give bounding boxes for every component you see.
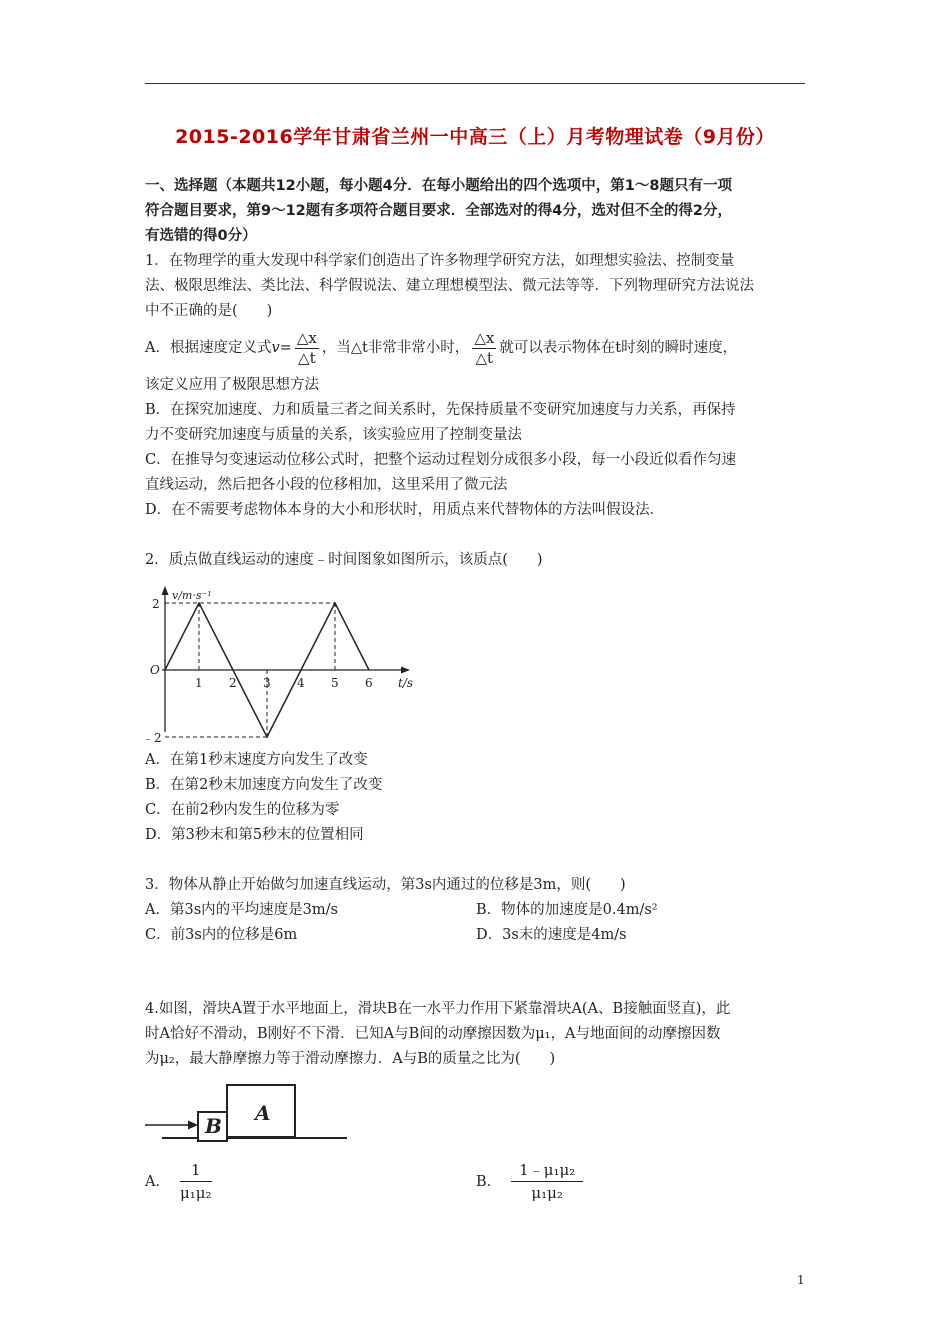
page-title: 2015-2016学年甘肃省兰州一中高三（上）月考物理试卷（9月份） [175, 126, 775, 148]
q4-option-b [476, 1156, 796, 1208]
q2-stem: 2．质点做直线运动的速度﹣时间图象如图所示，该质点( ) [145, 552, 543, 568]
q2-option-d: D．第3秒末和第5秒末的位置相同 [145, 827, 364, 843]
q3-option-b: B．物体的加速度是0.4m/s² [476, 902, 658, 918]
q4-option-a-label: A． [145, 1174, 170, 1190]
velocity-time-chart [140, 583, 420, 745]
delta-x-over-delta-t-fraction-2: $\frac{\triangle x}{\triangle t}$ [474, 328, 495, 367]
section-heading-line-3: 有选错的得0分） [145, 228, 257, 244]
y-tick-label: ﹣2 [142, 731, 162, 745]
q1-option-a-middle: ，当△t非常非常小时， [321, 340, 470, 356]
section-heading-line-2: 符合题目要求，第9～12题有多项符合题目要求．全部选对的得4分，选对但不全的得2分， [145, 203, 732, 219]
y-axis-arrow [162, 586, 169, 595]
x-tick-label: 2 [229, 676, 237, 690]
section-heading-line-1: 一、选择题（本题共12小题，每小题4分．在每小题给出的四个选项中，第1～8题只有一项 [145, 178, 732, 194]
q3-option-a: A．第3s内的平均速度是3m/s [145, 902, 338, 918]
x-axis-arrow [401, 667, 410, 674]
header-rule [145, 83, 805, 84]
q1-option-c-line-1: C．在推导匀变速运动位移公式时，把整个运动过程划分成很多小段，每一小段近似看作匀速 [145, 452, 737, 468]
q1-option-b-line-1: B．在探究加速度、力和质量三者之间关系时，先保持质量不变研究加速度与力关系，再保持 [145, 402, 736, 418]
q2-option-a: A．在第1秒末速度方向发生了改变 [145, 752, 368, 768]
q1-stem-line-1: 1．在物理学的重大发现中科学家们创造出了许多物理学研究方法，如理想实验法、控制变量 [145, 253, 735, 269]
x-tick-label: 1 [195, 676, 203, 690]
chart-labels [142, 589, 413, 745]
q1-option-d: D．在不需要考虑物体本身的大小和形状时，用质点来代替物体的方法叫假设法． [145, 502, 665, 518]
q3-option-c: C．前3s内的位移是6m [145, 927, 298, 943]
q4-stem-line-2: 时A恰好不滑动，B刚好不下滑．已知A与B间的动摩擦因数为μ₁，A与地面间的动摩擦因数 [145, 1026, 721, 1042]
q1-option-a-line-2: 该定义应用了极限思想方法 [145, 377, 319, 393]
q3-stem: 3．物体从静止开始做匀加速直线运动，第3s内通过的位移是3m，则( ) [145, 877, 626, 893]
q4-option-a [145, 1156, 445, 1208]
q3-option-d: D．3s末的速度是4m/s [476, 927, 627, 943]
block-a-label: A [255, 1101, 271, 1125]
q1-stem-line-3: 中不正确的是( ) [145, 303, 273, 319]
x-tick-label: 6 [365, 676, 373, 690]
block-diagram [140, 1082, 355, 1144]
q1-option-b-line-2: 力不变研究加速度与质量的关系，该实验应用了控制变量法 [145, 427, 522, 443]
origin-label: O [150, 663, 160, 677]
q4-option-a-fraction: $\frac{1}{\text{μ₁μ₂}}$ [179, 1161, 212, 1202]
q1-option-c-line-2: 直线运动，然后把各小段的位移相加，这里采用了微元法 [145, 477, 508, 493]
q1-option-a-v: v= [271, 340, 292, 356]
q4-option-b-label: B． [476, 1174, 502, 1190]
page-number: 1 [797, 1273, 805, 1287]
x-axis-label: t/s [398, 676, 414, 690]
x-tick-label: 4 [297, 676, 305, 690]
y-axis-label: v/m·s⁻¹ [172, 589, 212, 602]
y-tick-label: 2 [152, 597, 160, 611]
q1-option-a-suffix: 就可以表示物体在t时刻的瞬时速度， [499, 340, 738, 356]
x-tick-label: 3 [263, 676, 271, 690]
delta-x-over-delta-t-fraction: $\frac{\triangle x}{\triangle t}$ [296, 328, 317, 367]
q1-option-a-prefix: A．根据速度定义式 [145, 340, 272, 356]
block-b-label: B [205, 1114, 222, 1138]
force-arrowhead [188, 1121, 198, 1130]
q1-option-a [145, 330, 810, 366]
q4-option-b-fraction: $\frac{\text{1﹣μ₁μ₂}}{\text{μ₁μ₂}}$ [511, 1163, 583, 1201]
q2-option-c: C．在前2秒内发生的位移为零 [145, 802, 340, 818]
q4-stem-line-3: 为μ₂，最大静摩擦力等于滑动摩擦力．A与B的质量之比为( ) [145, 1051, 556, 1067]
q2-option-b: B．在第2秒末加速度方向发生了改变 [145, 777, 383, 793]
q1-stem-line-2: 法、极限思维法、类比法、科学假说法、建立理想模型法、微元法等等．下列物理研究方法说法 [145, 278, 754, 294]
q4-stem-line-1: 4.如图，滑块A置于水平地面上，滑块B在一水平力作用下紧靠滑块A(A、B接触面竖直)，此 [145, 1001, 731, 1017]
x-tick-label: 5 [331, 676, 339, 690]
